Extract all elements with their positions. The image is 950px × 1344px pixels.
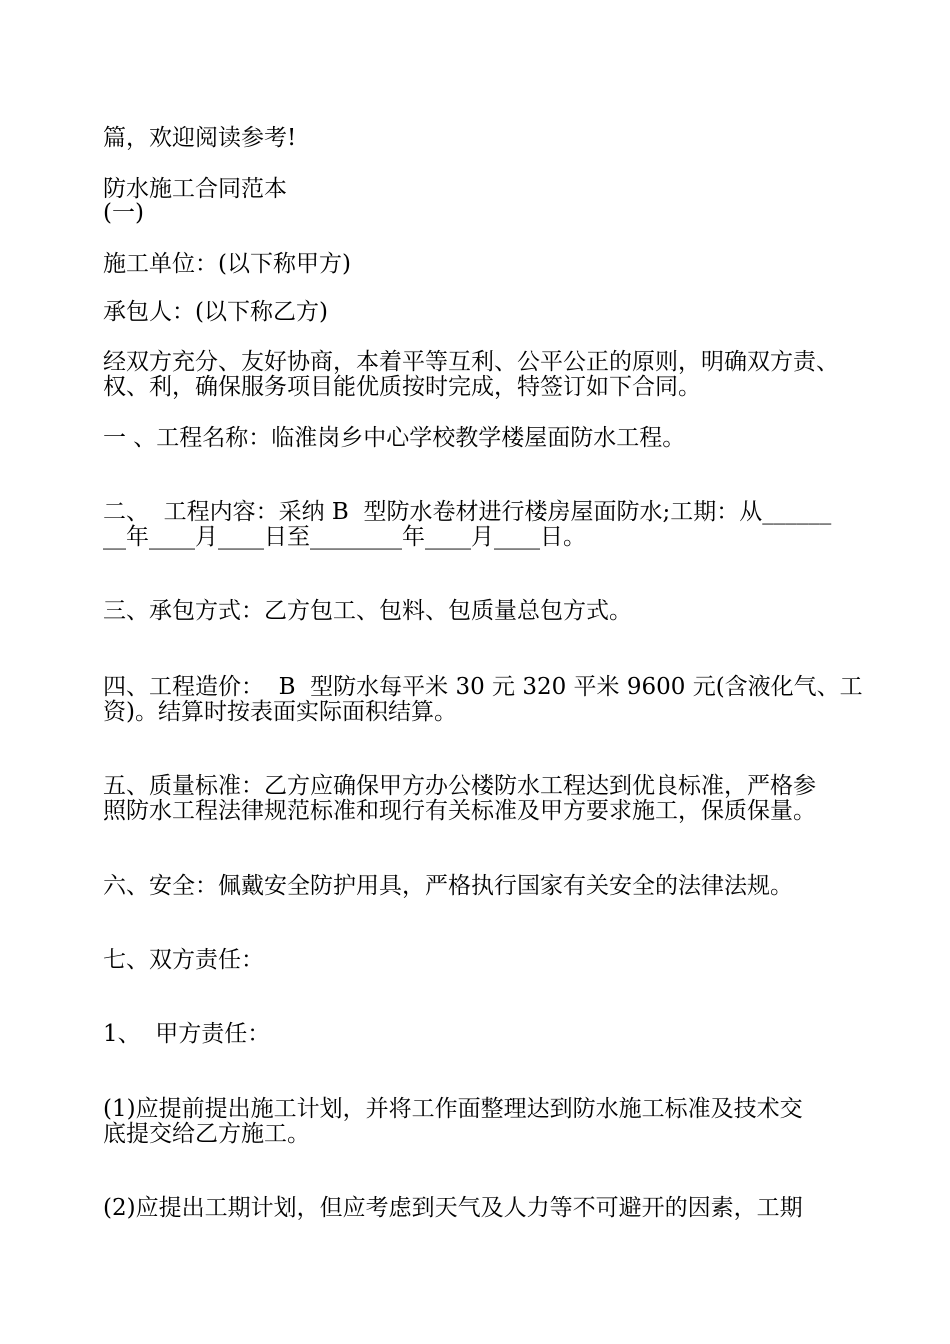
duty-1-line-2: 底提交给乙方施工。 <box>103 1121 310 1147</box>
duty-1-line-1: (1)应提前提出施工计划，并将工作面整理达到防水施工标准及技术交 <box>103 1096 803 1122</box>
clause-6-line: 六、安全：佩戴安全防护用具，严格执行国家有关安全的法律法规。 <box>103 873 793 899</box>
preamble-line-2: 权、利，确保服务项目能优质按时完成，特签订如下合同。 <box>103 374 701 400</box>
document-title: 防水施工合同范本 <box>103 176 287 202</box>
clause-4-line-1: 四、工程造价： B 型防水每平米 30 元 320 平米 9600 元(含液化气、工 <box>103 674 863 700</box>
document-subtitle: (一) <box>103 200 144 226</box>
clause-1-line: 一 、工程名称：临淮岗乡中心学校教学楼屋面防水工程。 <box>103 425 686 451</box>
clause-5-line-2: 照防水工程法律规范标准和现行有关标准及甲方要求施工，保质保量。 <box>103 798 816 824</box>
party-a-duties-heading: 1、 甲方责任： <box>103 1021 271 1047</box>
intro-line: 篇，欢迎阅读参考! <box>103 125 297 151</box>
party-b-line: 承包人：(以下称乙方) <box>103 299 328 325</box>
clause-3-line: 三、承包方式：乙方包工、包料、包质量总包方式。 <box>103 598 632 624</box>
clause-2-line-2: __年____月____日至________年____月____日。 <box>103 524 586 550</box>
party-a-line: 施工单位：(以下称甲方) <box>103 251 351 277</box>
clause-7-heading: 七、双方责任： <box>103 947 264 973</box>
preamble-line-1: 经双方充分、友好协商，本着平等互利、公平公正的原则，明确双方责、 <box>103 349 839 375</box>
clause-4-line-2: 资)。结算时按表面实际面积结算。 <box>103 699 457 725</box>
clause-2-line-1: 二、 工程内容：采纳 B 型防水卷材进行楼房屋面防水;工期：从______ <box>103 499 832 525</box>
clause-5-line-1: 五、质量标准：乙方应确保甲方办公楼防水工程达到优良标准，严格参 <box>103 773 816 799</box>
duty-2-line-1: (2)应提出工期计划，但应考虑到天气及人力等不可避开的因素，工期 <box>103 1195 803 1221</box>
